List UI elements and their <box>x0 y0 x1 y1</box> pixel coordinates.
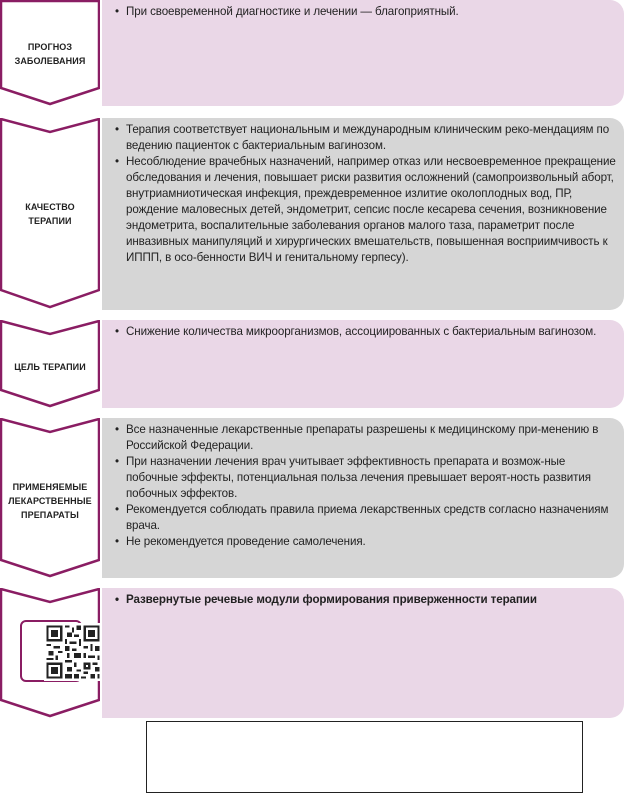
section-tab <box>0 320 100 408</box>
section-prognosis <box>0 0 624 106</box>
list-item: • Снижение количества микроорганизмов, ассоциированных с бактериальным вагинозом. <box>114 324 616 340</box>
section-content <box>102 320 624 408</box>
list-item: • При своевременной диагностике и лечении — благоприятный. <box>114 4 616 20</box>
section-speech-modules <box>0 588 624 718</box>
section-label: КАЧЕСТВО ТЕРАПИИ <box>25 202 75 226</box>
section-content <box>102 0 624 106</box>
list-item: • Не рекомендуется проведение самолечения. <box>114 534 616 550</box>
section-therapy-quality <box>0 118 624 310</box>
list-item: • Развернутые речевые модули формирования приверженности терапии <box>114 592 616 608</box>
empty-note-box <box>146 721 583 793</box>
list-item: • Все назначенные лекарственные препараты разрешены к медицинскому при-менению в Российской Федерации. <box>114 422 616 454</box>
list-item: • Несоблюдение врачебных назначений, например отказ или несвоевременное прекращение обследования и лечения, повышает риски развития осложнений (самопроизвольный аборт, внутриамниотическая инфекция, преждевременное излитие околоплодных вод, ПР, рождение маловесных детей, эндометрит, сепсис после кесарева сечения, возникновение эндометрита, воспалительные заболевания органов малого таза, параметрит после инвазивных манипуляций и хирургических вмешательств, повышенная восприимчивость к ИППП, в осо-бенности ВИЧ и генитальному герпесу). <box>114 154 616 266</box>
section-medications <box>0 418 624 578</box>
section-label: ЦЕЛЬ ТЕРАПИИ <box>14 362 86 372</box>
list-item: • При назначении лечения врач учитывает эффективность препарата и возмож-ные побочные эффекты, потенциальная польза лечения превышает вероят-ность развития побочных эффектов. <box>114 454 616 502</box>
list-item: • Терапия соответствует национальным и международным клиническим реко-мендациям по ведению пациенток с бактериальным вагинозом. <box>114 122 616 154</box>
section-tab <box>0 0 100 106</box>
section-tab <box>0 118 100 310</box>
section-label: ПРОГНОЗ ЗАБОЛЕВАНИЯ <box>14 42 86 66</box>
qr-code-icon[interactable] <box>20 620 82 682</box>
section-tab <box>0 418 100 578</box>
section-therapy-goal <box>0 320 624 408</box>
section-content <box>102 418 624 578</box>
section-content <box>102 118 624 310</box>
section-content <box>102 588 624 718</box>
list-item: • Рекомендуется соблюдать правила приема лекарственных средств согласно назначениям врача. <box>114 502 616 534</box>
section-tab <box>0 588 100 718</box>
section-label: ПРИМЕНЯЕМЫЕ ЛЕКАРСТВЕННЫЕ ПРЕПАРАТЫ <box>8 482 92 520</box>
